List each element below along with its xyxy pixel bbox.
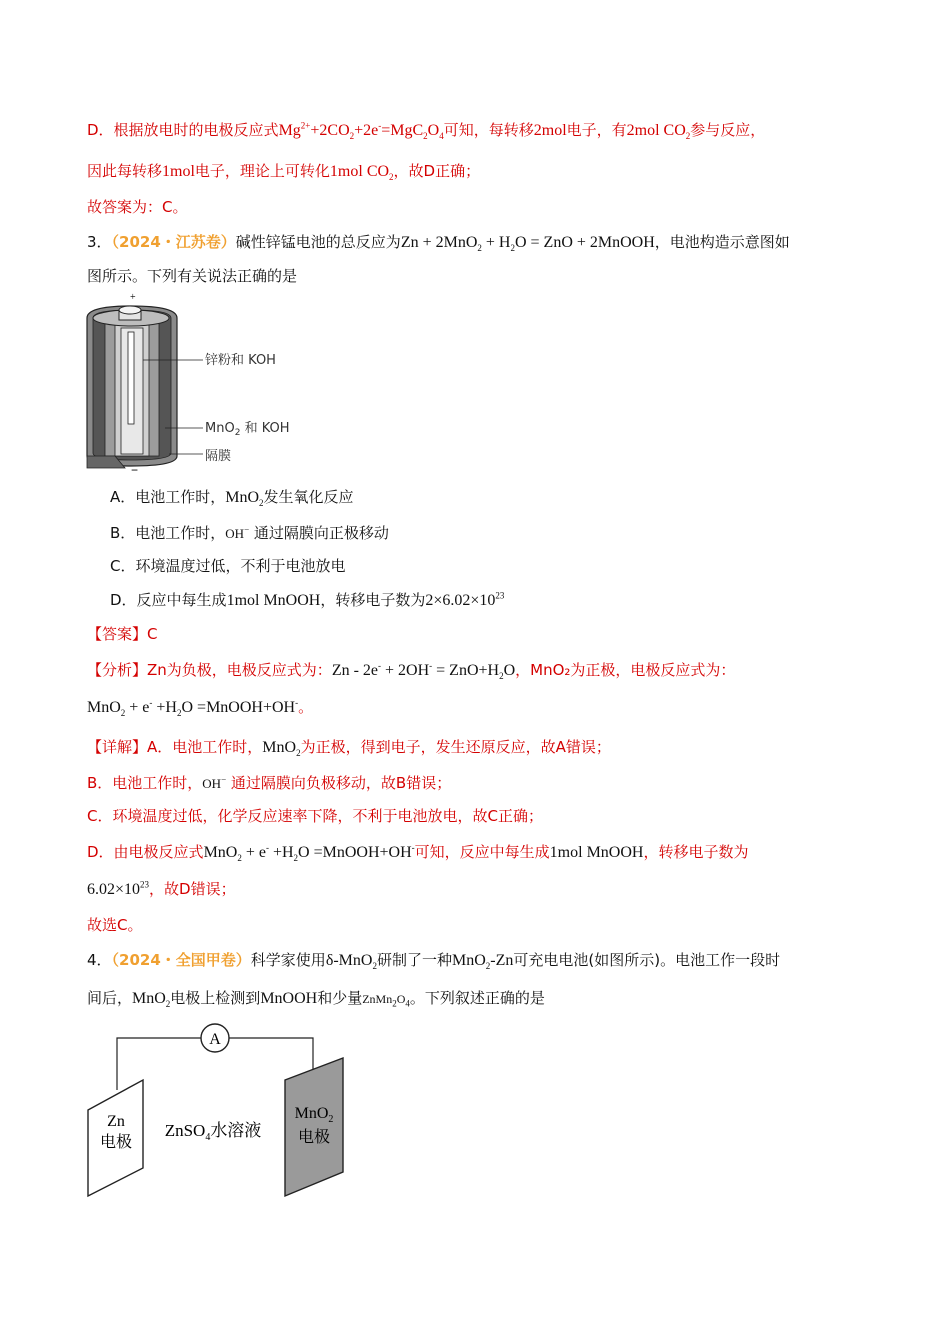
q3-option-b: B．电池工作时，OH− 通过隔膜向正极移动 xyxy=(110,524,389,542)
alkaline-battery-diagram xyxy=(85,288,325,478)
q3-analysis-line1: 【分析】Zn为负极，电极反应式为：$Zn - 2e^- + 2OH^- = ZnO+H_2O$，MnO₂为正极，电极反应式为： xyxy=(87,660,736,682)
q2-answer: 故答案为：C。 xyxy=(87,198,188,216)
q3-analysis-line2: $MnO_2 + e^- +H_2O$ =MnOOH+OH-。 xyxy=(87,697,314,719)
q3-detail-a: 【详解】A．电池工作时，MnO$_2$为正极，得到电子，发生还原反应，故A错误； xyxy=(87,738,611,759)
plus-terminal-label: + xyxy=(130,292,136,303)
q4-stem-line2: 间后，MnO$_2$电极上检测到MnOOH和少量$ZnMn_2O_4$。下列叙述正确的是 xyxy=(87,989,545,1010)
label-separator: 隔膜 xyxy=(205,449,232,464)
q4-stem-line1: 4．（2024・全国甲卷）科学家使用δ-MnO$_2$研制了一种MnO$_2$-Zn可充电电池(如图所示)。电池工作一段时 xyxy=(87,951,781,972)
electrolyte-label: ZnSO$_4$水溶液 xyxy=(164,1121,262,1143)
mno2-electrode-label-b: 电极 xyxy=(297,1127,331,1146)
q3-detail-c: C．环境温度过低，化学反应速率下降，不利于电池放电，故C正确； xyxy=(87,807,543,825)
q2-option-d-line2: 因此每转移1mol电子，理论上可转化1mol $CO_2$，故D正确； xyxy=(87,162,481,183)
label-zinc-koh: 锌粉和 KOH xyxy=(205,353,276,368)
zn-electrode-label-b: 电极 xyxy=(99,1132,133,1151)
zn-electrode-label-a: Zn xyxy=(107,1113,125,1130)
positive-cap xyxy=(119,306,141,314)
q3-detail-d-line2: $6.02\times 10^{23}$，故D错误； xyxy=(87,879,236,898)
q3-conclusion: 故选C。 xyxy=(87,916,143,934)
zn-mno2-cell-diagram xyxy=(85,1020,355,1200)
q3-option-d: D．反应中每生成1mol MnOOH，转移电子数为$2\times 6.02\times 10^{23}$ xyxy=(110,590,505,609)
ammeter-label: A xyxy=(209,1031,221,1048)
q3-option-a: A．电池工作时，MnO$_2$发生氧化反应 xyxy=(110,488,354,509)
q3-detail-b: B．电池工作时，OH− 通过隔膜向负极移动，故B错误； xyxy=(87,774,452,792)
q3-answer: 【答案】C xyxy=(87,625,158,643)
collector-rod xyxy=(128,332,134,424)
formula: $Mg^{2+}+2CO_2+2e^-=MgC_2O_4$ xyxy=(278,120,444,142)
minus-terminal-label: − xyxy=(131,463,139,477)
q3-stem-line2: 图所示。下列有关说法正确的是 xyxy=(87,267,298,285)
q3-detail-d-line1: D．由电极反应式$MnO_2 + e^- +H_2O$ =MnOOH+OH-可知，反应中每生成1mol MnOOH，转移电子数为 xyxy=(87,842,749,864)
label-mno2-koh: MnO$_2$ 和 KOH xyxy=(205,421,290,438)
q2-option-d-line1: D．根据放电时的电极反应式$Mg^{2+}+2CO_2+2e^-=MgC_2O_4$可知，每转移2mol电子，有2mol $CO_2$参与反应， xyxy=(87,120,766,142)
q3-stem-line1: 3．（2024・江苏卷）碱性锌锰电池的总反应为$Zn + 2MnO_2 + H_2O$ = ZnO + 2MnOOH，电池构造示意图如 xyxy=(87,233,790,254)
q3-option-c: C．环境温度过低，不利于电池放电 xyxy=(110,557,346,575)
mno2-electrode-label-a: MnO$_2$ xyxy=(294,1105,334,1125)
